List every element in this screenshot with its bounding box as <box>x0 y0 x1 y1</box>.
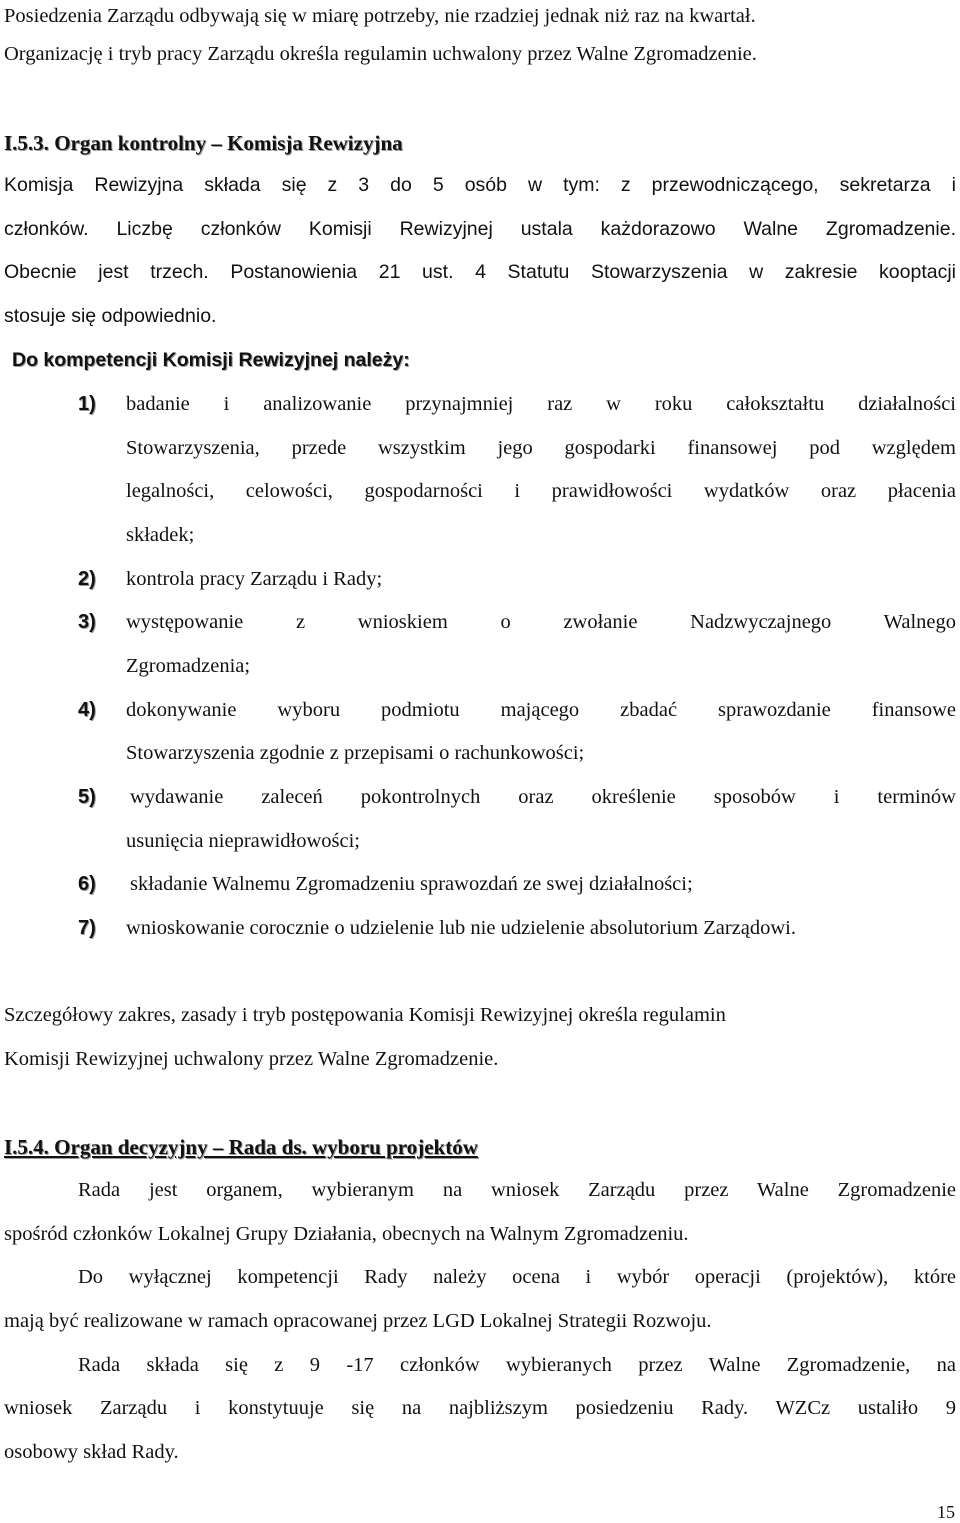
item-1-line-4: składek; <box>126 524 195 546</box>
section-153-line-3: Obecnie jest trzech. Postanowienia 21 ust. 4 Statutu Stowarzyszenia w zakresie kooptacji <box>4 261 956 283</box>
item-1-line-3: legalności, celowości, gospodarności i prawidłowości wydatków oraz płacenia <box>126 480 956 502</box>
section-154-line-5: Rada składa się z 9 -17 członków wybieranych przez Walne Zgromadzenie, na <box>78 1354 956 1376</box>
section-153-title: Organ kontrolny – Komisja Rewizyjna <box>54 131 403 155</box>
section-154-line-7: osobowy skład Rady. <box>4 1441 179 1463</box>
item-7-line-1: wnioskowanie corocznie o udzielenie lub nie udzielenie absolutorium Zarządowi. <box>126 917 797 939</box>
page-number: 15 <box>937 1502 955 1522</box>
item-4-line-1: dokonywanie wyboru podmiotu mającego zbadać sprawozdanie finansowe <box>126 699 956 721</box>
closing-line-2: Komisji Rewizyjnej uchwalony przez Walne Zgromadzenie. <box>4 1048 499 1070</box>
item-6-number: 6) <box>78 873 96 895</box>
item-1-line-1: badanie i analizowanie przynajmniej raz w roku całokształtu działalności <box>126 393 956 415</box>
section-153-number: I.5.3. <box>4 131 49 155</box>
item-2-number: 2) <box>78 568 96 590</box>
item-4-number: 4) <box>78 699 96 721</box>
item-1-line-2: Stowarzyszenia, przede wszystkim jego gospodarki finansowej pod względem <box>126 437 956 459</box>
intro-line-1: Posiedzenia Zarządu odbywają się w miarę potrzeby, nie rzadziej jednak niż raz na kwartał. <box>4 5 756 27</box>
section-153-line-2: członków. Liczbę członków Komisji Rewizyjnej ustala każdorazowo Walne Zgromadzenie. <box>4 218 956 240</box>
competence-heading: Do kompetencji Komisji Rewizyjnej należy: <box>12 349 410 371</box>
item-6-line-1: składanie Walnemu Zgromadzeniu sprawozdań ze swej działalności; <box>130 873 693 895</box>
item-5-number: 5) <box>78 786 96 808</box>
closing-line-1: Szczegółowy zakres, zasady i tryb postępowania Komisji Rewizyjnej określa regulamin <box>4 1004 726 1026</box>
item-2-line-1: kontrola pracy Zarządu i Rady; <box>126 568 383 590</box>
section-154-line-4: mają być realizowane w ramach opracowanej przez LGD Lokalnej Strategii Rozwoju. <box>4 1310 712 1332</box>
item-5-line-1: wydawanie zaleceń pokontrolnych oraz określenie sposobów i terminów <box>130 786 956 808</box>
item-5-line-2: usunięcia nieprawidłowości; <box>126 830 360 852</box>
section-153-line-1: Komisja Rewizyjna składa się z 3 do 5 osób w tym: z przewodniczącego, sekretarza i <box>4 174 956 196</box>
section-153-heading <box>4 130 956 156</box>
section-154-line-6: wniosek Zarządu i konstytuuje się na najbliższym posiedzeniu Rady. WZCz ustaliło 9 <box>4 1397 956 1419</box>
intro-line-2: Organizację i tryb pracy Zarządu określa regulamin uchwalony przez Walne Zgromadzenie. <box>4 43 757 65</box>
item-3-line-2: Zgromadzenia; <box>126 655 251 677</box>
section-153-line-4: stosuje się odpowiednio. <box>4 305 217 327</box>
item-1-number: 1) <box>78 393 96 415</box>
item-3-line-1: występowanie z wnioskiem o zwołanie Nadzwyczajnego Walnego <box>126 611 956 633</box>
section-154-line-1: Rada jest organem, wybieranym na wniosek Zarządu przez Walne Zgromadzenie <box>78 1179 956 1201</box>
item-4-line-2: Stowarzyszenia zgodnie z przepisami o rachunkowości; <box>126 742 585 764</box>
section-154-heading: I.5.4. Organ decyzyjny – Rada ds. wyboru projektów <box>4 1135 478 1159</box>
section-154-line-2: spośród członków Lokalnej Grupy Działania, obecnych na Walnym Zgromadzeniu. <box>4 1223 689 1245</box>
item-7-number: 7) <box>78 917 96 939</box>
section-154-line-3: Do wyłącznej kompetencji Rady należy ocena i wybór operacji (projektów), które <box>78 1266 956 1288</box>
item-3-number: 3) <box>78 611 96 633</box>
